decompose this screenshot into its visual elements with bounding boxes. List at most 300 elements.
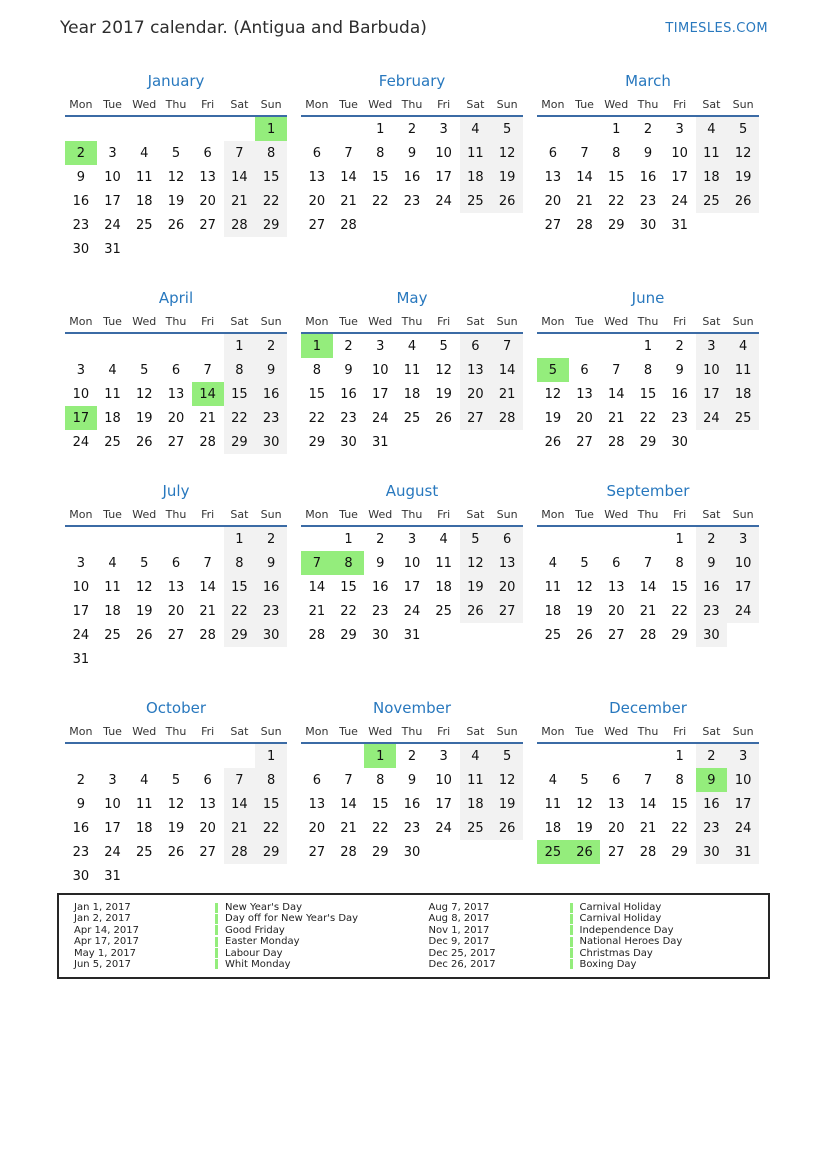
day-cell [65,526,97,551]
day-cell [160,116,192,141]
weekday-header: Thu [396,96,428,116]
day-cell: 12 [435,362,452,378]
day-cell: 1 [675,748,684,764]
day-cell: 13 [199,796,216,812]
day-cell: 27 [308,844,326,860]
weekday-header: Sun [727,506,759,526]
week-row [537,213,759,237]
weekday-header: Sat [224,96,256,116]
legend-item [74,936,414,947]
weekday-header: Wed [364,506,396,526]
day-cell: 24 [435,193,452,209]
day-cell: 28 [199,627,216,643]
week-row [65,237,287,261]
day-cell: 30 [255,623,287,647]
day-cell: 16 [403,796,421,812]
month-table [537,313,759,454]
week-row [537,406,759,430]
day-cell: 16 [403,169,421,185]
day-cell: 25 [727,406,759,430]
day-cell [600,333,632,358]
week-row [537,599,759,623]
month-february [301,72,523,237]
day-cell: 11 [104,579,121,595]
day-cell: 29 [255,213,287,237]
day-cell [192,526,224,551]
day-cell [364,213,396,237]
week-row [537,430,759,454]
week-row [65,864,287,888]
day-cell: 28 [576,217,593,233]
day-cell: 1 [255,743,287,768]
month-title: September [606,482,690,500]
day-cell [97,116,129,141]
day-cell [600,743,632,768]
weekday-header: Fri [192,96,224,116]
day-cell [727,623,759,647]
day-cell: 11 [544,796,562,812]
day-cell: 26 [135,627,153,643]
week-row [537,792,759,816]
day-cell: 15 [371,796,389,812]
weekday-header: Wed [128,313,160,333]
day-cell: 11 [135,169,153,185]
day-cell: 6 [312,772,321,788]
day-cell: 13 [491,551,523,575]
weekday-header: Fri [664,506,696,526]
day-cell: 6 [580,362,589,378]
day-cell [224,864,256,888]
week-row [65,141,287,165]
day-cell [491,430,523,454]
day-cell [65,333,97,358]
day-cell: 19 [167,193,185,209]
month-november [301,699,523,864]
day-cell: 10 [696,358,728,382]
day-cell: 31 [727,840,759,864]
week-row [65,816,287,840]
day-cell: 20 [607,820,625,836]
week-row [65,189,287,213]
weekday-header: Wed [128,723,160,743]
day-cell [128,864,160,888]
weekday-header: Mon [65,723,97,743]
weekday-header-row [537,723,759,743]
day-cell: 28 [340,844,357,860]
day-cell: 10 [671,145,688,161]
day-cell [192,864,224,888]
day-cell: 24 [435,820,452,836]
day-cell [396,213,428,237]
day-cell: 2 [643,121,653,137]
day-cell [396,430,428,454]
month-table [65,313,287,454]
weekday-header: Sat [460,313,492,333]
day-cell: 24 [727,599,759,623]
day-cell [537,116,569,141]
day-cell: 5 [491,743,523,768]
legend-item [429,948,769,959]
weekday-header-row [537,96,759,116]
day-cell: 3 [439,121,448,137]
day-cell: 15 [639,386,657,402]
day-cell: 26 [135,434,153,450]
weekday-header: Sun [727,723,759,743]
day-cell: 28 [607,434,625,450]
weekday-header: Tue [333,506,365,526]
day-cell: 27 [576,434,593,450]
day-cell: 31 [671,217,688,233]
page-title: Year 2017 calendar. (Antigua and Barbuda) [60,18,427,38]
day-cell [160,526,192,551]
weekday-header: Sun [491,313,523,333]
day-cell: 26 [569,840,601,864]
day-cell: 19 [491,792,523,816]
weekday-header: Fri [192,506,224,526]
day-cell: 29 [340,627,357,643]
week-row [301,333,523,358]
day-cell: 5 [537,358,569,382]
day-cell: 6 [171,555,181,571]
weekday-header: Sun [255,506,287,526]
day-cell [333,116,365,141]
week-row [65,406,287,430]
day-cell: 14 [199,579,216,595]
day-cell: 27 [199,844,216,860]
day-cell: 10 [727,768,759,792]
day-cell: 17 [727,792,759,816]
day-cell [569,526,601,551]
day-cell: 21 [340,193,357,209]
month-october [65,699,287,888]
day-cell [224,116,256,141]
day-cell: 10 [403,555,421,571]
weekday-header: Wed [364,723,396,743]
day-cell: 11 [696,141,728,165]
legend-date: Jan 2, 2017 [74,913,131,925]
holiday-marker [570,948,573,958]
day-cell: 21 [199,410,216,426]
day-cell: 10 [435,772,452,788]
day-cell: 14 [340,169,357,185]
legend-column-right [414,901,769,971]
day-cell: 19 [544,410,562,426]
day-cell: 1 [643,338,653,354]
day-cell: 19 [576,603,593,619]
day-cell: 20 [544,193,562,209]
day-cell: 2 [344,338,353,354]
day-cell: 27 [167,434,185,450]
month-august [301,482,523,647]
day-cell: 4 [140,772,149,788]
holiday-marker [570,914,573,924]
week-row [537,141,759,165]
day-cell: 23 [255,406,287,430]
legend-date: Nov 1, 2017 [428,924,490,936]
week-row [65,213,287,237]
day-cell: 23 [72,217,90,233]
month-title: April [158,289,194,307]
day-cell [160,864,192,888]
day-cell: 19 [167,820,185,836]
weekday-header: Sun [491,96,523,116]
day-cell: 4 [727,333,759,358]
day-cell: 2 [255,333,287,358]
day-cell [160,333,192,358]
legend-holiday-name: Boxing Day [579,958,637,970]
day-cell: 30 [671,434,688,450]
day-cell [460,623,492,647]
day-cell: 25 [435,603,452,619]
day-cell [333,743,365,768]
day-cell: 3 [407,531,417,547]
legend-date: Jun 5, 2017 [74,958,131,970]
day-cell: 16 [639,169,657,185]
day-cell [255,237,287,261]
weekday-header: Sun [255,723,287,743]
legend-holiday-name: Christmas Day [579,947,653,959]
holiday-marker [570,903,573,913]
day-cell: 23 [340,410,357,426]
day-cell [491,623,523,647]
day-cell: 22 [340,603,357,619]
day-cell: 22 [639,410,657,426]
day-cell: 18 [460,165,492,189]
day-cell: 5 [580,772,589,788]
day-cell: 15 [224,382,256,406]
weekday-header: Sun [255,313,287,333]
month-title: July [162,482,190,500]
weekday-header: Thu [160,506,192,526]
weekday-header: Mon [537,96,569,116]
weekday-header-row [301,96,523,116]
day-cell: 9 [696,768,728,792]
day-cell: 20 [167,603,185,619]
day-cell [160,647,192,671]
day-cell: 9 [643,145,653,161]
day-cell: 9 [407,772,417,788]
day-cell: 13 [607,796,625,812]
day-cell: 24 [72,627,90,643]
day-cell: 31 [371,434,389,450]
day-cell: 24 [371,410,389,426]
holiday-marker [215,959,218,969]
day-cell: 3 [76,555,85,571]
day-cell: 14 [308,579,326,595]
day-cell: 15 [671,579,688,595]
brand-link[interactable]: TIMESLES.COM [665,21,768,36]
day-cell: 3 [727,526,759,551]
day-cell: 17 [435,796,452,812]
day-cell: 18 [435,579,452,595]
day-cell [128,116,160,141]
day-cell: 10 [435,145,452,161]
day-cell: 15 [340,579,357,595]
legend-column-left [59,901,414,971]
week-row [301,599,523,623]
day-cell: 17 [696,382,728,406]
weekday-header: Tue [97,313,129,333]
day-cell: 27 [308,217,326,233]
day-cell: 13 [199,169,216,185]
day-cell: 17 [104,820,121,836]
day-cell [569,116,601,141]
week-row [537,623,759,647]
weekday-header: Thu [396,313,428,333]
week-row [537,333,759,358]
month-april [65,289,287,454]
day-cell: 31 [72,651,90,667]
day-cell [491,213,523,237]
day-cell: 16 [696,575,728,599]
day-cell: 24 [403,603,421,619]
day-cell: 2 [675,338,684,354]
day-cell: 12 [544,386,562,402]
weekday-header: Wed [128,506,160,526]
weekday-header: Mon [65,313,97,333]
day-cell [192,237,224,261]
week-row [301,623,523,647]
legend-date: May 1, 2017 [74,947,137,959]
day-cell: 23 [72,844,90,860]
legend-holiday-name: Day off for New Year's Day [225,913,359,925]
day-cell [460,430,492,454]
day-cell: 12 [135,386,153,402]
day-cell: 12 [727,141,759,165]
day-cell: 9 [76,796,85,812]
weekday-header: Tue [333,96,365,116]
day-cell [255,647,287,671]
day-cell: 21 [576,193,593,209]
day-cell: 28 [308,627,326,643]
day-cell: 24 [727,816,759,840]
month-title: November [372,699,452,717]
day-cell: 16 [72,193,90,209]
week-row [301,165,523,189]
day-cell: 29 [371,844,389,860]
day-cell [128,526,160,551]
day-cell: 3 [675,121,684,137]
day-cell: 19 [135,410,153,426]
day-cell: 13 [607,579,625,595]
day-cell: 25 [544,627,562,643]
legend-holiday-name: National Heroes Day [579,936,683,948]
day-cell: 7 [203,555,212,571]
day-cell: 11 [460,141,492,165]
day-cell: 17 [72,603,90,619]
day-cell: 25 [696,189,728,213]
weekday-header: Thu [632,96,664,116]
day-cell [428,213,460,237]
month-march [537,72,759,237]
day-cell: 11 [104,386,121,402]
month-table [65,723,287,888]
day-cell: 1 [301,333,333,358]
day-cell: 25 [460,189,492,213]
day-cell: 17 [104,193,121,209]
day-cell: 26 [491,816,523,840]
day-cell: 3 [108,145,117,161]
day-cell: 12 [460,551,492,575]
day-cell: 18 [403,386,421,402]
day-cell: 4 [108,362,117,378]
day-cell: 4 [108,555,117,571]
day-cell: 27 [607,627,625,643]
legend-date: Dec 25, 2017 [428,947,496,959]
day-cell: 7 [491,333,523,358]
day-cell: 9 [344,362,353,378]
legend-item [74,925,414,936]
day-cell: 9 [696,551,728,575]
weekday-header: Thu [160,313,192,333]
day-cell: 18 [460,792,492,816]
day-cell: 27 [544,217,562,233]
day-cell: 7 [580,145,589,161]
week-row [301,382,523,406]
day-cell: 26 [544,434,562,450]
day-cell: 25 [135,844,153,860]
week-row [537,575,759,599]
day-cell: 17 [727,575,759,599]
day-cell: 6 [203,145,212,161]
week-row [537,840,759,864]
weekday-header: Wed [600,506,632,526]
day-cell: 17 [371,386,389,402]
week-row [65,382,287,406]
day-cell [301,743,333,768]
day-cell: 23 [696,816,728,840]
day-cell: 22 [371,820,389,836]
week-row [301,551,523,575]
weekday-header: Thu [632,506,664,526]
day-cell: 22 [607,193,625,209]
day-cell: 21 [224,189,256,213]
day-cell: 16 [340,386,357,402]
legend-date: Apr 17, 2017 [74,936,140,948]
day-cell: 25 [135,217,153,233]
day-cell: 12 [491,141,523,165]
day-cell: 13 [576,386,593,402]
day-cell: 3 [727,743,759,768]
weekday-header-row [301,723,523,743]
day-cell: 3 [376,338,385,354]
day-cell: 13 [167,579,185,595]
day-cell: 8 [255,141,287,165]
day-cell: 1 [364,743,396,768]
day-cell [192,743,224,768]
day-cell: 22 [671,603,688,619]
day-cell [128,743,160,768]
day-cell: 10 [72,579,90,595]
day-cell: 30 [340,434,357,450]
day-cell: 9 [407,145,417,161]
legend-item [429,959,769,970]
day-cell: 8 [312,362,321,378]
day-cell: 3 [696,333,728,358]
day-cell: 21 [491,382,523,406]
day-cell: 31 [104,868,121,884]
day-cell: 8 [643,362,653,378]
day-cell [128,647,160,671]
day-cell: 14 [607,386,625,402]
week-row [301,768,523,792]
day-cell: 21 [639,603,657,619]
day-cell: 9 [255,358,287,382]
day-cell: 8 [376,772,385,788]
day-cell: 9 [376,555,385,571]
week-row [301,792,523,816]
day-cell: 14 [576,169,593,185]
